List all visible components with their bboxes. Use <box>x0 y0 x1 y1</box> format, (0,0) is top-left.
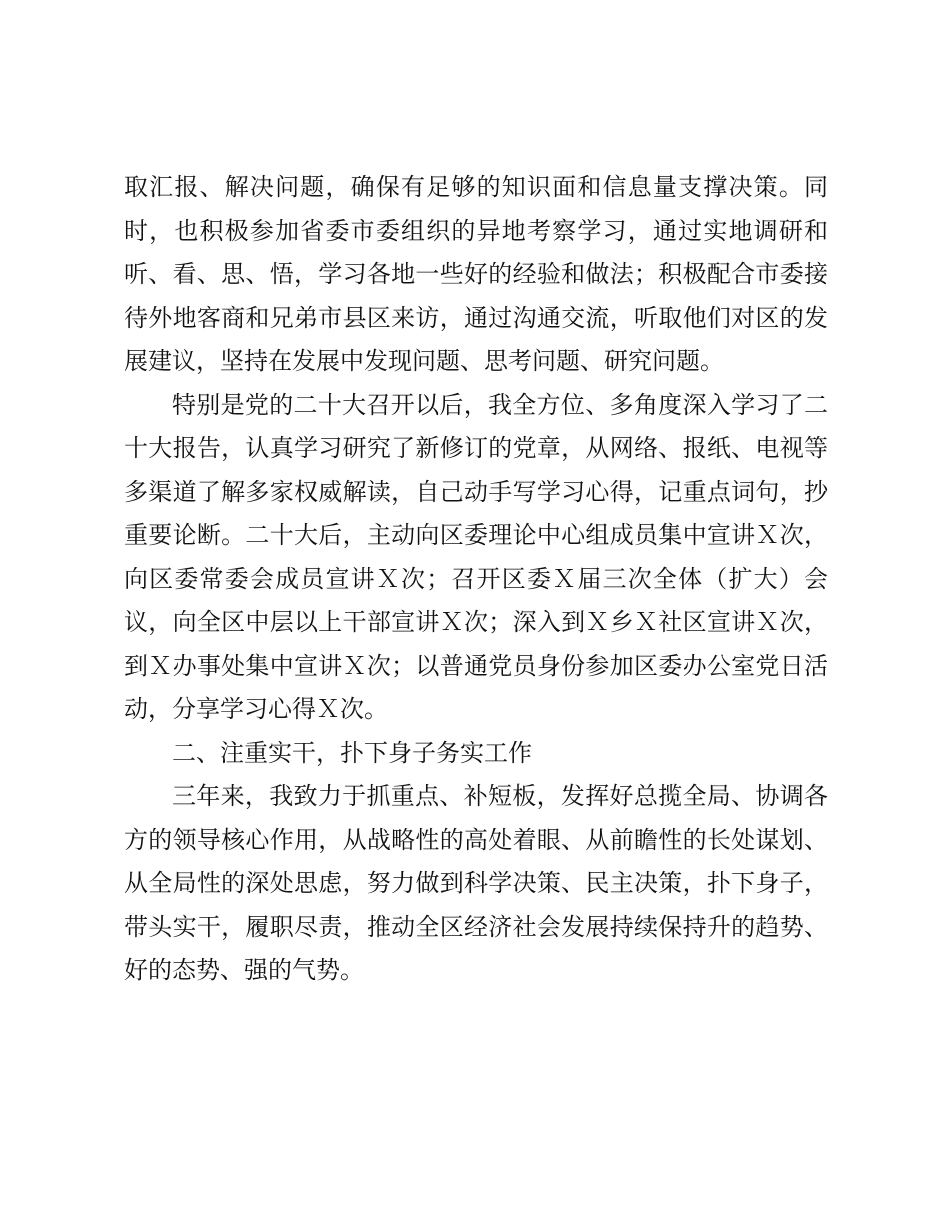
paragraph-three-years: 三年来，我致力于抓重点、补短板，发挥好总揽全局、协调各方的领导核心作用，从战略性的高处着眼、从前瞻性的长处谋划、从全局性的深处思虑，努力做到科学决策、民主决策，扑下身子，带头实干，履职尽责，推动全区经济社会发展持续保持升的趋势、好的态势、强的气势。 <box>124 782 828 984</box>
document-body <box>124 166 828 993</box>
paragraph-study-report: 特别是党的二十大召开以后，我全方位、多角度深入学习了二十大报告，认真学习研究了新修订的党章，从网络、报纸、电视等多渠道了解多家权威解读，自己动手写学习心得，记重点词句，抄重要论断。二十大后，主动向区委理论中心组成员集中宣讲Ｘ次，向区委常委会成员宣讲Ｘ次；召开区委Ｘ届三次全体（扩大）会议，向全区中层以上干部宣讲Ｘ次；深入到Ｘ乡Ｘ社区宣讲Ｘ次，到Ｘ办事处集中宣讲Ｘ次；以普通党员身份参加区委办公室党日活动，分享学习心得Ｘ次。 <box>124 390 828 723</box>
paragraph-continued: 取汇报、解决问题，确保有足够的知识面和信息量支撑决策。同时，也积极参加省委市委组织的异地考察学习，通过实地调研和听、看、思、悟，学习各地一些好的经验和做法；积极配合市委接待外地客商和兄弟市县区来访，通过沟通交流，听取他们对区的发展建议，坚持在发展中发现问题、思考问题、研究问题。 <box>124 173 828 375</box>
section-heading: 二、注重实干，扑下身子务实工作 <box>172 738 532 767</box>
